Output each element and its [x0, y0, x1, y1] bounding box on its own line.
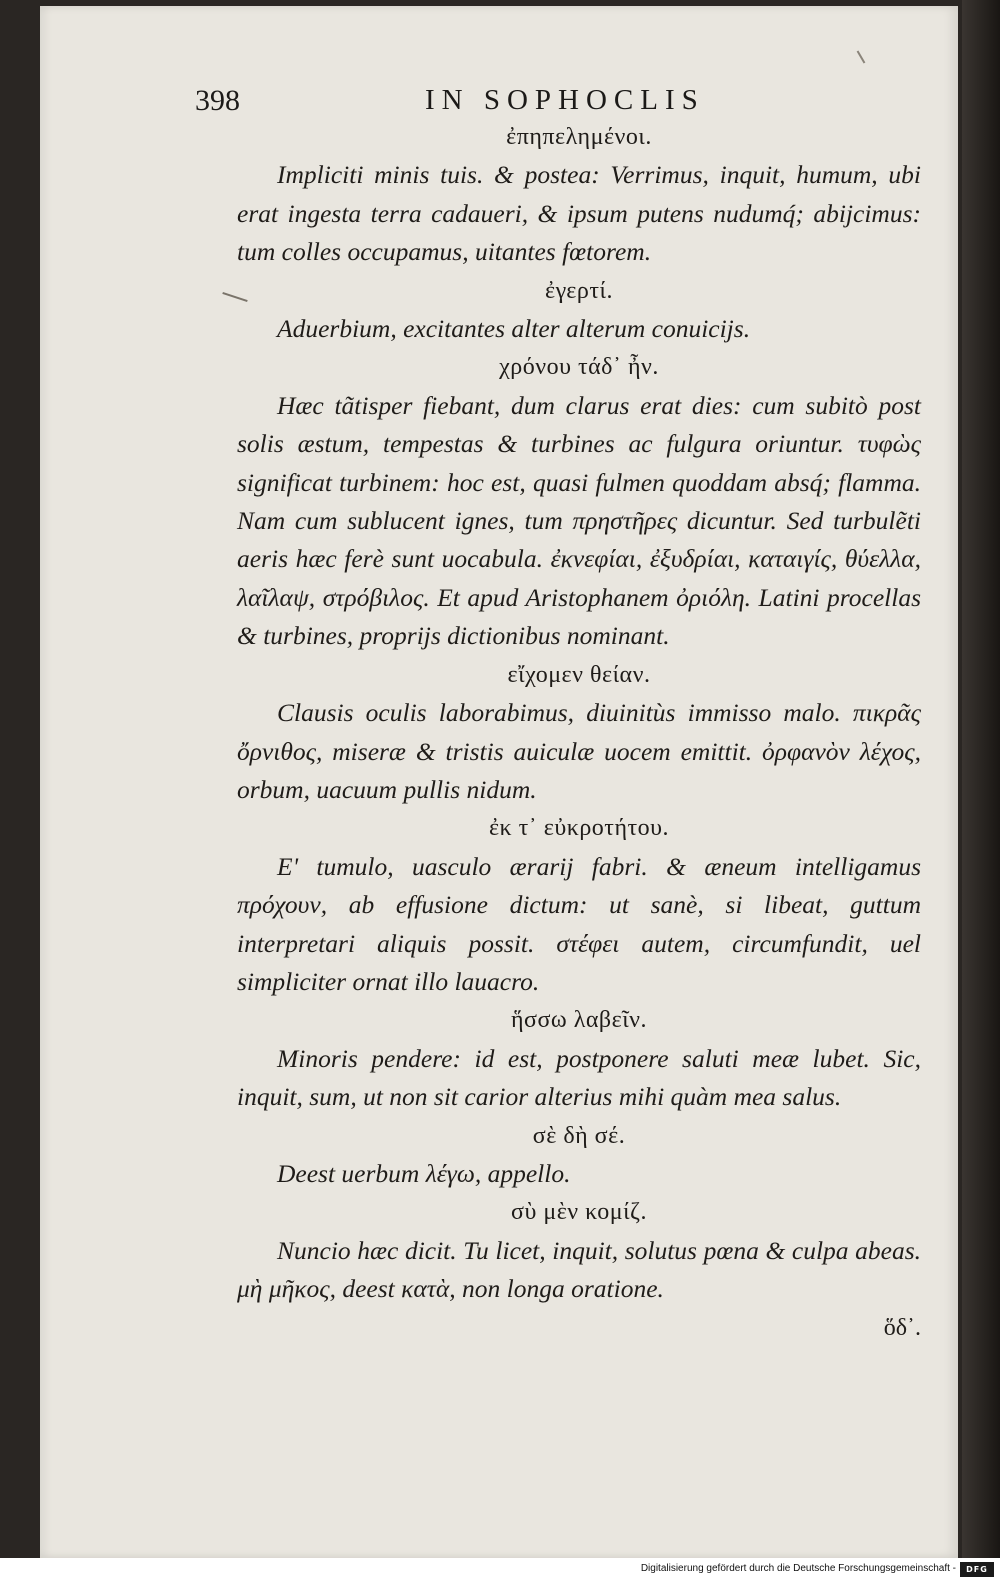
commentary-paragraph: Nuncio hæc dicit. Tu licet, inquit, solutus pœna & culpa abeas. μὴ μῆκος, deest κατὰ, non longa oratione.	[237, 1235, 921, 1304]
page-number: 398	[195, 84, 240, 117]
greek-lemma: ἥσσω λαβεῖν.	[510, 1007, 648, 1034]
greek-lemma: σὺ μὲν κομίζ.	[511, 1199, 647, 1226]
greek-lemma: χρόνου τάδ᾽ ἦν.	[499, 354, 659, 381]
commentary-paragraph: Minoris pendere: id est, postponere saluti meæ lubet. Sic, inquit, sum, ut non sit carior alterius mihi quàm mea salus.	[237, 1043, 921, 1112]
commentary-paragraph: Hæc tãtisper fiebant, dum clarus erat dies: cum subitò post solis æstum, tempestas & turbines ac fulgura oriuntur. τυφὼς significat turbinem: hoc est, quasi fulmen quoddam absq́; flamma. Nam cum sublucent ignes, tum πρηστῆρες dicuntur. Sed turbulẽti aeris hæc ferè sunt uocabula. ἐκνεφίαι, ἐξυδρίαι, καταιγίς, θύελλα, λαῖλαψ, στρόβιλος. Et apud Aristophanem ὀριόλη. Latini procellas & turbines, proprijs dictionibus nominant.	[237, 390, 921, 651]
greek-lemma: ἐκ τ᾽ εὐκροτήτου.	[488, 815, 670, 842]
commentary-paragraph: Impliciti minis tuis. & postea: Verrimus, inquit, humum, ubi erat ingesta terra cadaueri, & ipsum putens nudumq́; abijcimus: tum colles occupamus, uitantes fœtorem.	[237, 160, 921, 267]
commentary-paragraph: Deest uerbum λέγω, appello.	[277, 1158, 571, 1188]
paper-mark	[857, 50, 866, 63]
page-body	[237, 118, 921, 1347]
greek-lemma: ἐγερτί.	[545, 277, 613, 304]
commentary-paragraph: Clausis oculis laborabimus, diuinitùs immisso malo. πικρᾶς ὄρνιθος, miseræ & tristis auiculæ uocem emittit. ὀρφανὸν λέχος, orbum, uacuum pullis nidum.	[237, 698, 921, 804]
funding-credit: Digitalisierung gefördert durch die Deutsche Forschungsgemeinschaft -	[640, 1563, 956, 1574]
commentary-paragraph: E' tumulo, uasculo ærarij fabri. & æneum intelligamus πρόχουν, ab effusione dictum: ut sanè, si libeat, guttum interpretari aliquis possit. στέφει autem, circumfundit, uel simpliciter ornat illo lauacro.	[237, 851, 921, 996]
greek-lemma: εἴχομεν θείαν.	[507, 661, 651, 688]
greek-lemma: ἐπηπελημένοι.	[506, 124, 652, 150]
book-edge	[962, 0, 1000, 1558]
dfg-logo: DFG	[960, 1562, 994, 1577]
digitization-footer	[0, 1558, 1000, 1582]
running-title: IN SOPHOCLIS	[425, 84, 705, 116]
commentary-paragraph: Aduerbium, excitantes alter alterum conuicijs.	[277, 314, 751, 344]
greek-lemma: σὲ δὴ σέ.	[532, 1122, 626, 1149]
catchword: ὅδ᾽.	[883, 1314, 921, 1341]
